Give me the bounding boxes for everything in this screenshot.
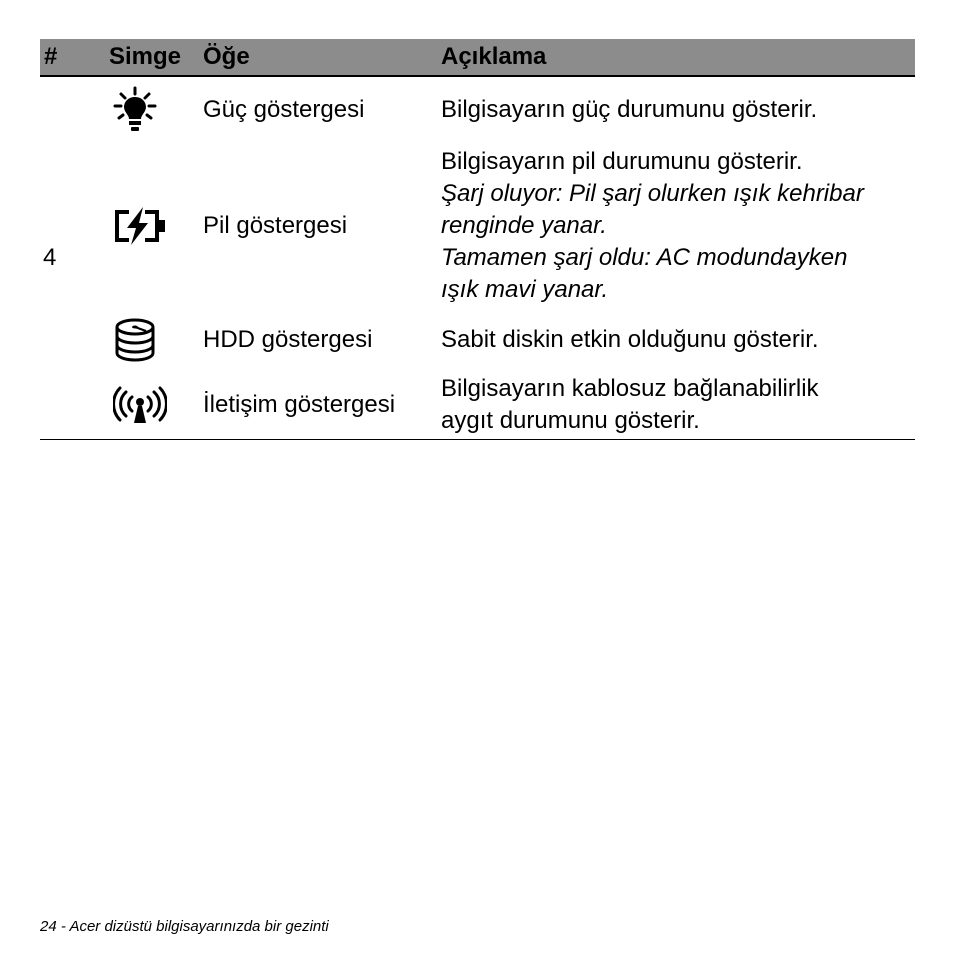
icon-cell (101, 143, 199, 309)
item-description: Bilgisayarın kablosuz bağlanabilirlik aygıt durumunu gösterir. (437, 371, 915, 440)
item-description: Bilgisayarın pil durumunu gösterir. Şarj oluyor: Pil şarj olurken ışık kehribar renginde yanar. Tamamen şarj oldu: AC modundayken ışık mavi yanar. (441, 148, 864, 303)
indicator-table (40, 39, 915, 440)
header-num: # (40, 39, 101, 76)
hdd-icon (113, 317, 157, 363)
table-row (40, 76, 915, 143)
table-row (40, 371, 915, 440)
group-number: 4 (40, 76, 101, 440)
table-row (40, 143, 915, 309)
wireless-icon (113, 385, 167, 425)
battery-charging-icon (113, 206, 167, 246)
item-label: HDD göstergesi (203, 326, 373, 353)
item-label: Pil göstergesi (203, 212, 348, 239)
item-description: Bilgisayarın güç durumunu gösterir. (441, 96, 818, 123)
icon-cell (101, 309, 199, 371)
item-label: İletişim göstergesi (199, 371, 437, 440)
header-item: Öğe (199, 39, 437, 76)
item-description: Sabit diskin etkin olduğunu gösterir. (441, 326, 819, 353)
header-icon: Simge (101, 39, 199, 76)
table-header (40, 39, 915, 76)
power-indicator-icon (113, 86, 157, 134)
page-footer: 24 - Acer dizüstü bilgisayarınızda bir gezinti (40, 918, 329, 935)
table-row (40, 309, 915, 371)
item-label: Güç göstergesi (203, 96, 365, 123)
header-desc: Açıklama (437, 39, 915, 76)
icon-cell (101, 371, 199, 440)
icon-cell (101, 76, 199, 143)
